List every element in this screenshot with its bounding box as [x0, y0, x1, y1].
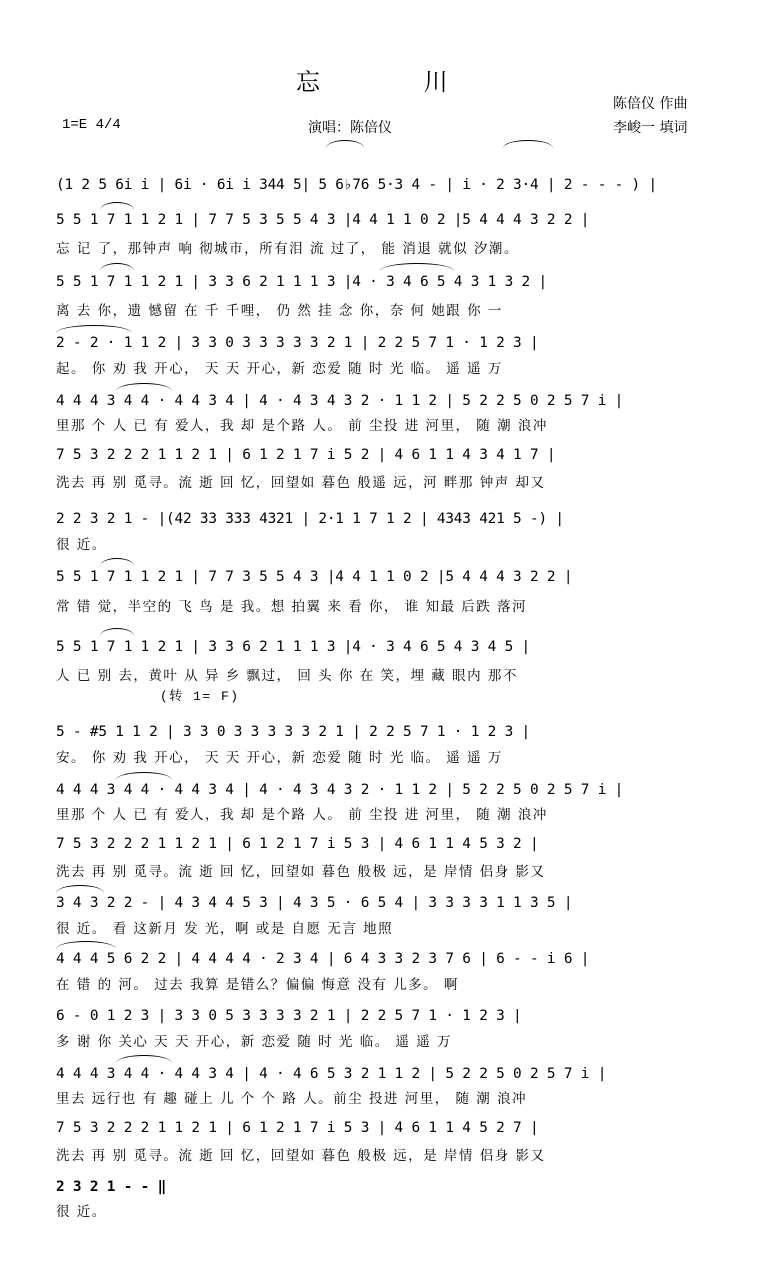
- slur-arc: [100, 628, 134, 636]
- slur-arc: [116, 383, 172, 391]
- lyric-line: 安。 你 劝 我 开心， 天 天 开心，新 恋爱 随 时 光 临。 遥 遥 万: [56, 750, 503, 766]
- song-title: 忘 川: [296, 68, 496, 96]
- slur-arc: [100, 263, 134, 271]
- key-signature: 1=E 4/4: [62, 117, 121, 133]
- lyric-line: 洗去 再 别 觅寻。流 逝 回 忆，回望如 暮色 般极 远，是 岸情 侣身 影又: [56, 1148, 546, 1164]
- lyric-line: 里那 个 人 已 有 爱人，我 却 是个路 人。 前 尘投 进 河里， 随 潮 浪冲: [56, 807, 548, 823]
- lyric-line: 忘 记 了，那钟声 响 彻城市，所有泪 流 过了， 能 消退 就似 汐潮。: [56, 241, 519, 257]
- notation-line: 3 4 3 2 2 - | 4 3 4 4 5 3 | 4 3 5 · 6 5 4 | 3 3 3 3 1 1 3 5 |: [56, 895, 573, 911]
- notation-line: 4 4 4 3 4 4 · 4 4 3 4 | 4 · 4 3 4 3 2 · 1 1 2 | 5 2 2 5 0 2 5 7 i |: [56, 393, 624, 409]
- modulation-note: (转 1= F): [160, 689, 240, 704]
- notation-line: 7 5 3 2 2 2 1 1 2 1 | 6 1 2 1 7 i 5 2 | 4 6 1 1 4 3 4 1 7 |: [56, 447, 556, 463]
- slur-arc: [56, 941, 116, 949]
- lyric-line: 洗去 再 别 觅寻。流 逝 回 忆，回望如 暮色 般遥 远，河 畔那 钟声 却又: [56, 475, 546, 491]
- notation-line: 2 2 3 2 1 - |(42 33 333 4321 | 2·1 1 7 1 2 | 4343 421 5 -) |: [56, 511, 564, 527]
- notation-line: 4 4 4 3 4 4 · 4 4 3 4 | 4 · 4 6 5 3 2 1 1 2 | 5 2 2 5 0 2 5 7 i |: [56, 1066, 607, 1082]
- notation-line-final: 2 3 2 1 - - ‖: [56, 1179, 167, 1195]
- slur-arc: [116, 772, 172, 780]
- lyricist-credit: 李峻一 填词: [613, 120, 688, 136]
- slur-arc: [326, 140, 364, 148]
- notation-line: 2 - 2 · 1 1 2 | 3 3 0 3 3 3 3 3 2 1 | 2 2 5 7 1 · 1 2 3 |: [56, 335, 539, 351]
- notation-line: 5 5 1 7 1 1 2 1 | 3 3 6 2 1 1 1 3 |4 · 3 4 6 5 4 3 4 5 |: [56, 639, 530, 655]
- lyric-line: 多 谢 你 关心 天 天 开心，新 恋爱 随 时 光 临。 遥 遥 万: [56, 1034, 453, 1050]
- lyric-line: 在 错 的 河。 过去 我算 是错么？偏偏 悔意 没有 儿多。 啊: [56, 977, 459, 993]
- lyric-line: 里去 远行也 有 趣 碰上 儿 个 个 路 人。前尘 投进 河里， 随 潮 浪冲: [56, 1091, 528, 1107]
- lyric-line: 人 已 别 去，黄叶 从 异 乡 飘过， 回 头 你 在 笑，埋 藏 眼内 那不: [56, 668, 518, 684]
- notation-line: 4 4 4 3 4 4 · 4 4 3 4 | 4 · 4 3 4 3 2 · 1 1 2 | 5 2 2 5 0 2 5 7 i |: [56, 782, 624, 798]
- slur-arc: [56, 885, 104, 893]
- slur-arc: [116, 1055, 172, 1063]
- lyric-line: 很 近。 看 这新月 发 光，啊 或是 自愿 无言 地照: [56, 921, 394, 937]
- notation-line: 6 - 0 1 2 3 | 3 3 0 5 3 3 3 3 2 1 | 2 2 5 7 1 · 1 2 3 |: [56, 1008, 522, 1024]
- slur-arc: [503, 140, 553, 148]
- lyric-line: 洗去 再 别 觅寻。流 逝 回 忆，回望如 暮色 般极 远，是 岸情 侣身 影又: [56, 864, 546, 880]
- lyric-line: 里那 个 人 已 有 爱人，我 却 是个路 人。 前 尘投 进 河里， 随 潮 浪冲: [56, 418, 548, 434]
- lyric-line: 离 去 你，遗 憾留 在 千 千哩， 仍 然 挂 念 你，奈 何 她跟 你 一: [56, 303, 503, 319]
- singer-credit: 演唱：陈倍仪: [308, 120, 392, 136]
- lyric-line: 起。 你 劝 我 开心， 天 天 开心，新 恋爱 随 时 光 临。 遥 遥 万: [56, 361, 503, 377]
- notation-line: 5 5 1 7 1 1 2 1 | 7 7 5 3 5 5 4 3 |4 4 1 1 0 2 |5 4 4 4 3 2 2 |: [56, 212, 590, 228]
- lyric-line: 很 近。: [56, 537, 107, 553]
- lyric-line: 常 错 觉，半空的 飞 鸟 是 我。想 拍翼 来 看 你， 谁 知最 后跌 落河: [56, 599, 528, 615]
- slur-arc: [100, 558, 134, 566]
- notation-line: 5 - #5 1 1 2 | 3 3 0 3 3 3 3 3 2 1 | 2 2 5 7 1 · 1 2 3 |: [56, 724, 530, 740]
- notation-line: (1 2 5 6i i | 6i · 6i i 344 5| 5 6♭76 5·3 4 - | i · 2 3·4 | 2 - - - ) |: [56, 177, 657, 193]
- notation-line: 5 5 1 7 1 1 2 1 | 7 7 3 5 5 4 3 |4 4 1 1 0 2 |5 4 4 4 3 2 2 |: [56, 569, 573, 585]
- notation-line: 4 4 4 5 6 2 2 | 4 4 4 4 · 2 3 4 | 6 4 3 3 2 3 7 6 | 6 - - i 6 |: [56, 951, 590, 967]
- notation-line: 7 5 3 2 2 2 1 1 2 1 | 6 1 2 1 7 i 5 3 | 4 6 1 1 4 5 2 7 |: [56, 1120, 539, 1136]
- slur-arc: [380, 263, 454, 271]
- composer-credit: 陈倍仪 作曲: [613, 96, 688, 112]
- notation-line: 5 5 1 7 1 1 2 1 | 3 3 6 2 1 1 1 3 |4 · 3 4 6 5 4 3 1 3 2 |: [56, 274, 547, 290]
- slur-arc: [56, 325, 132, 333]
- notation-line: 7 5 3 2 2 2 1 1 2 1 | 6 1 2 1 7 i 5 3 | 4 6 1 1 4 5 3 2 |: [56, 836, 539, 852]
- lyric-line: 很 近。: [56, 1204, 107, 1220]
